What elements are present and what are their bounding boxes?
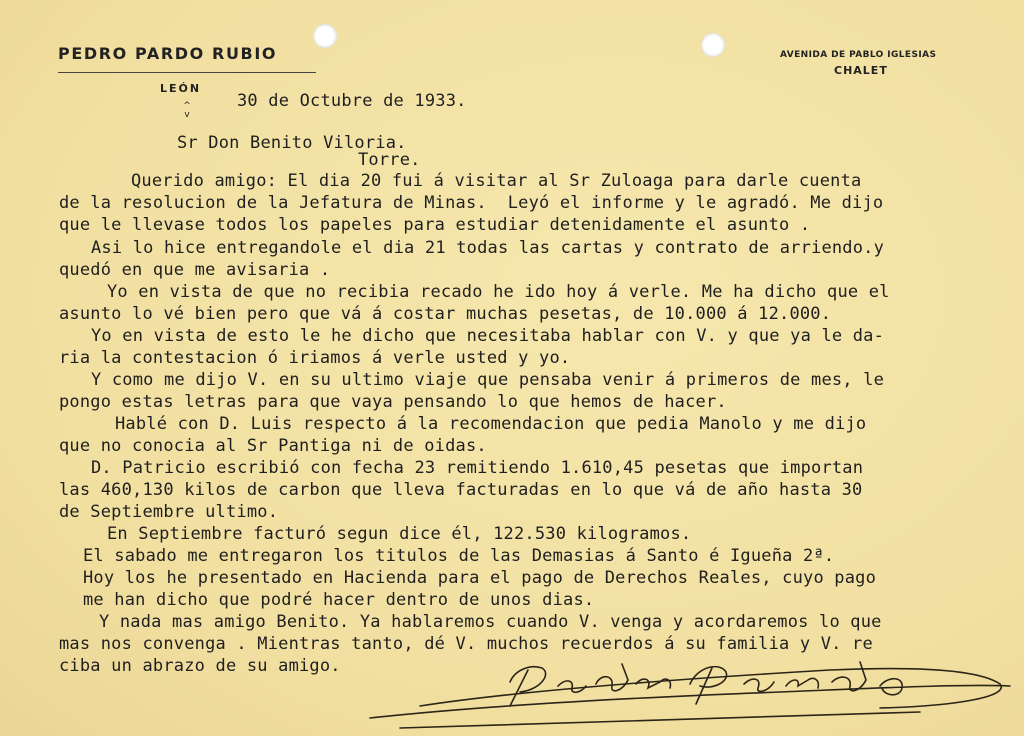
letter-line: mas nos convenga . Mientras tanto, dé V. muchos recuerdos á su familia y V. re: [59, 634, 873, 654]
letter-line: En Septiembre facturó segun dice él, 122.530 kilogramos.: [107, 524, 692, 544]
letterhead-city: LEÓN: [160, 82, 202, 95]
letter-line: asunto lo vé bien pero que vá á costar muchas pesetas, de 10.000 á 12.000.: [59, 304, 832, 324]
letter-line: ciba un abrazo de su amigo.: [59, 656, 341, 676]
letter-line: ria la contestacion ó iriamos á verle usted y yo.: [59, 348, 571, 368]
letterhead-building: CHALET: [834, 64, 888, 77]
letter-line: D. Patricio escribió con fecha 23 remitiendo 1.610,45 pesetas que importan: [91, 458, 864, 478]
letter-date: 30 de Octubre de 1933.: [237, 91, 467, 111]
letter-line: me han dicho que podré hacer dentro de unos dias.: [83, 590, 595, 610]
letterhead-ornament-icon: ^ v: [183, 101, 191, 120]
letter-line: que le llevase todos los papeles para estudiar detenidamente el asunto .: [59, 215, 811, 235]
letter-line: Hoy los he presentado en Hacienda para el pago de Derechos Reales, cuyo pago: [83, 568, 877, 588]
letter-line: Yo en vista de esto le he dicho que necesitaba hablar con V. y que ya le da-: [91, 326, 885, 346]
letter-line: pongo estas letras para que vaya pensando lo que hemos de hacer.: [59, 392, 727, 412]
letterhead-rule: [58, 72, 316, 73]
letter-line: que no conocia al Sr Pantiga ni de oidas.: [59, 436, 487, 456]
letter-line: Hablé con D. Luis respecto á la recomendacion que pedia Manolo y me dijo: [115, 414, 867, 434]
letter-line: Querido amigo: El dia 20 fui á visitar al Sr Zuloaga para darle cuenta: [131, 171, 862, 191]
letter-line: las 460,130 kilos de carbon que lleva facturadas en lo que vá de año hasta 30: [59, 480, 863, 500]
recipient-name: Sr Don Benito Viloria.: [177, 133, 407, 153]
letter-line: de Septiembre ultimo.: [59, 502, 279, 522]
letter-line: El sabado me entregaron los titulos de las Demasias á Santo é Igueña 2ª.: [83, 546, 835, 566]
recipient-place: Torre.: [358, 150, 421, 170]
letterhead-address: AVENIDA DE PABLO IGLESIAS: [780, 50, 937, 60]
letter-line: Y nada mas amigo Benito. Ya hablaremos cuando V. venga y acordaremos lo que: [99, 612, 882, 632]
letter-line: Asi lo hice entregandole el dia 21 todas las cartas y contrato de arriendo.y: [91, 238, 885, 258]
letter-line: Y como me dijo V. en su ultimo viaje que pensaba venir á primeros de mes, le: [91, 370, 885, 390]
letter-line: quedó en que me avisaria .: [59, 260, 331, 280]
punch-hole-left: [313, 24, 337, 48]
letter-line: de la resolucion de la Jefatura de Minas. Leyó el informe y le agradó. Me dijo: [59, 193, 884, 213]
letter-line: Yo en vista de que no recibia recado he ido hoy á verle. Me ha dicho que el: [107, 282, 890, 302]
punch-hole-right: [701, 33, 725, 57]
signature: [360, 640, 1020, 736]
letterhead-name: PEDRO PARDO RUBIO: [58, 44, 278, 63]
